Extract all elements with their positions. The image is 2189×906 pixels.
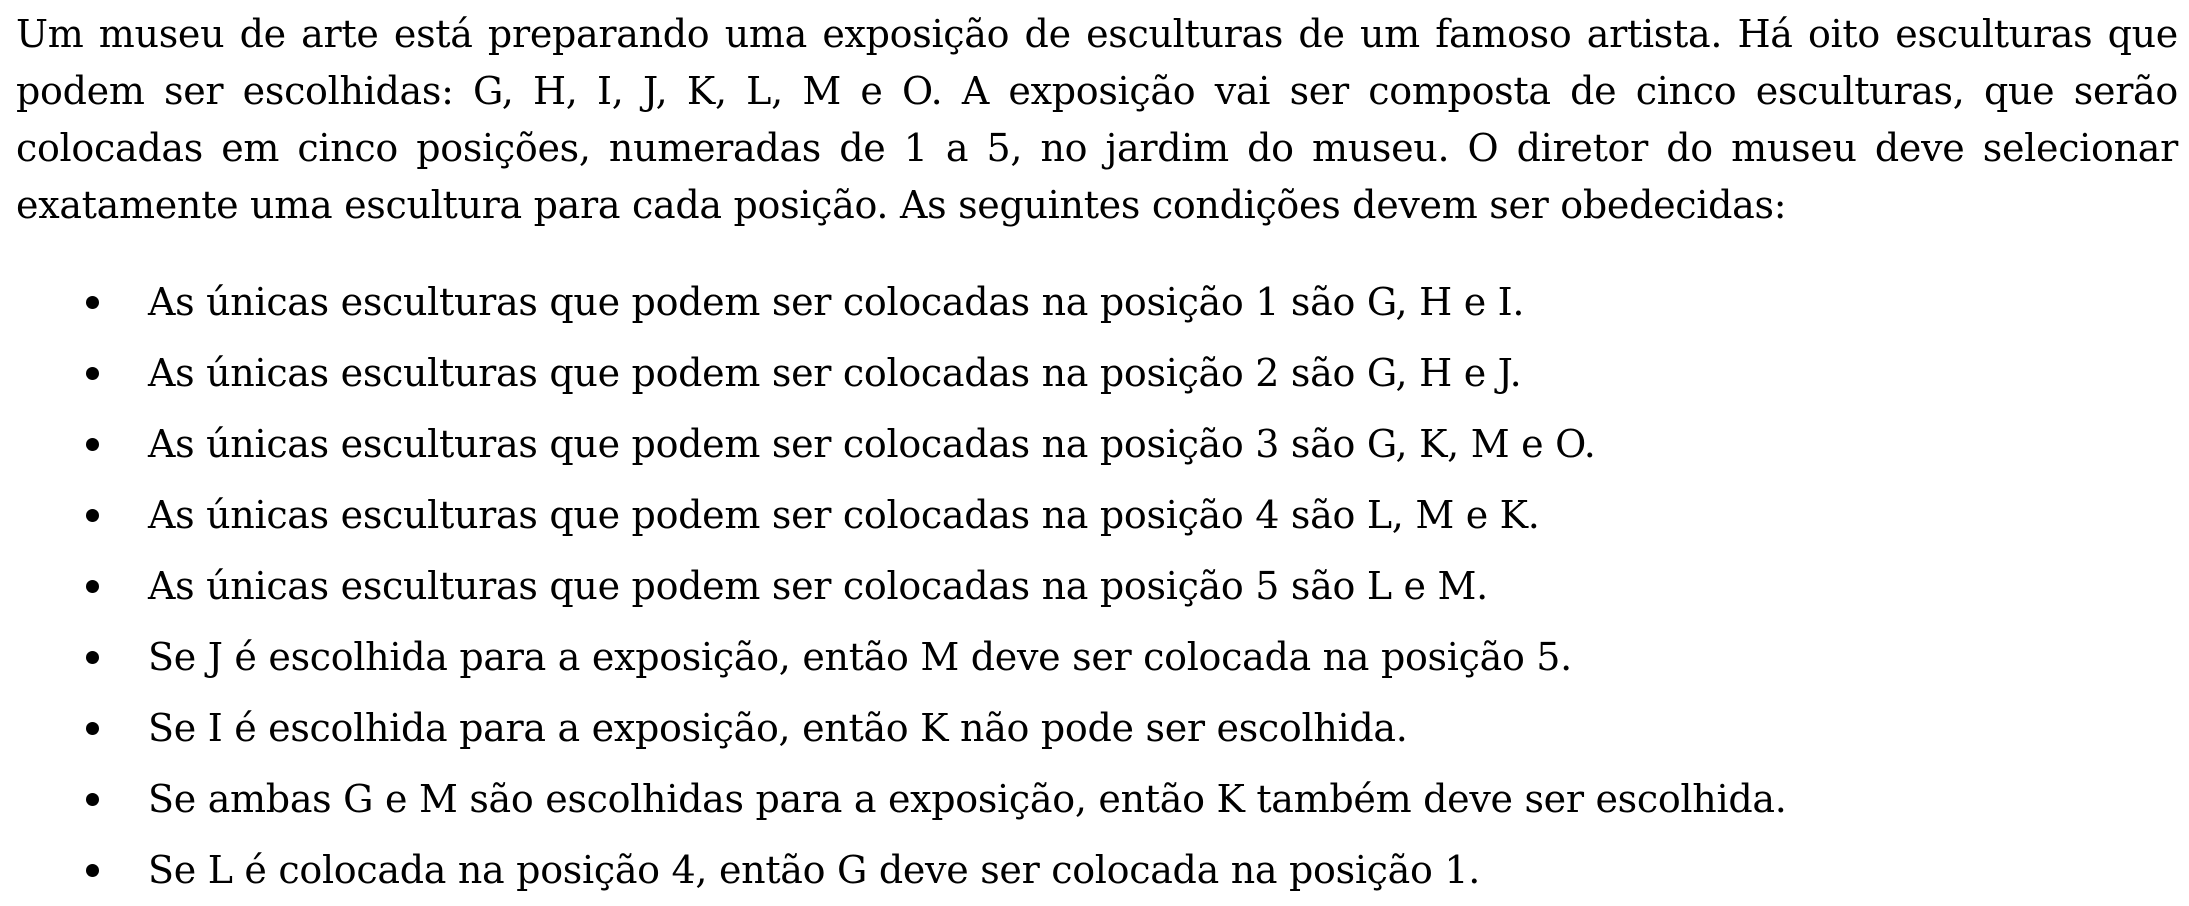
condition-text: As únicas esculturas que podem ser colocadas na posição 1 são G, H e I. bbox=[148, 280, 1525, 324]
condition-item bbox=[16, 835, 2189, 906]
condition-text: As únicas esculturas que podem ser colocadas na posição 3 são G, K, M e O. bbox=[148, 422, 1596, 466]
bullet-icon bbox=[86, 598, 136, 599]
conditions-list bbox=[16, 267, 2189, 906]
condition-text: Se ambas G e M são escolhidas para a exposição, então K também deve ser escolhida. bbox=[148, 777, 1787, 821]
condition-item bbox=[16, 480, 2189, 551]
condition-item bbox=[16, 338, 2189, 409]
condition-text: Se J é escolhida para a exposição, então M deve ser colocada na posição 5. bbox=[148, 635, 1572, 679]
bullet-icon bbox=[86, 882, 136, 883]
condition-text: As únicas esculturas que podem ser colocadas na posição 5 são L e M. bbox=[148, 564, 1488, 608]
bullet-icon bbox=[86, 740, 136, 741]
bullet-icon bbox=[86, 811, 136, 812]
intro-paragraph: Um museu de arte está preparando uma exposição de esculturas de um famoso artista. Há oito esculturas que podem ser escolhidas: G, H, I, J, K, L, M e O. A exposição vai ser composta de cinco esculturas, que serão colocadas em cinco posições, numeradas de 1 a 5, no jardim do museu. O diretor do museu deve selecionar exatamente uma escultura para cada posição. As seguintes condições devem ser obedecidas: bbox=[16, 12, 2178, 227]
bullet-icon bbox=[86, 314, 136, 315]
condition-text: As únicas esculturas que podem ser colocadas na posição 2 são G, H e J. bbox=[148, 351, 1522, 395]
condition-item bbox=[16, 693, 2189, 764]
condition-item bbox=[16, 409, 2189, 480]
condition-item bbox=[16, 764, 2189, 835]
bullet-icon bbox=[86, 385, 136, 386]
condition-text: Se L é colocada na posição 4, então G deve ser colocada na posição 1. bbox=[148, 848, 1481, 892]
condition-text: As únicas esculturas que podem ser colocadas na posição 4 são L, M e K. bbox=[148, 493, 1540, 537]
condition-item bbox=[16, 622, 2189, 693]
condition-item bbox=[16, 551, 2189, 622]
bullet-icon bbox=[86, 669, 136, 670]
condition-text: Se I é escolhida para a exposição, então K não pode ser escolhida. bbox=[148, 706, 1408, 750]
bullet-icon bbox=[86, 527, 136, 528]
condition-item bbox=[16, 267, 2189, 338]
bullet-icon bbox=[86, 456, 136, 457]
